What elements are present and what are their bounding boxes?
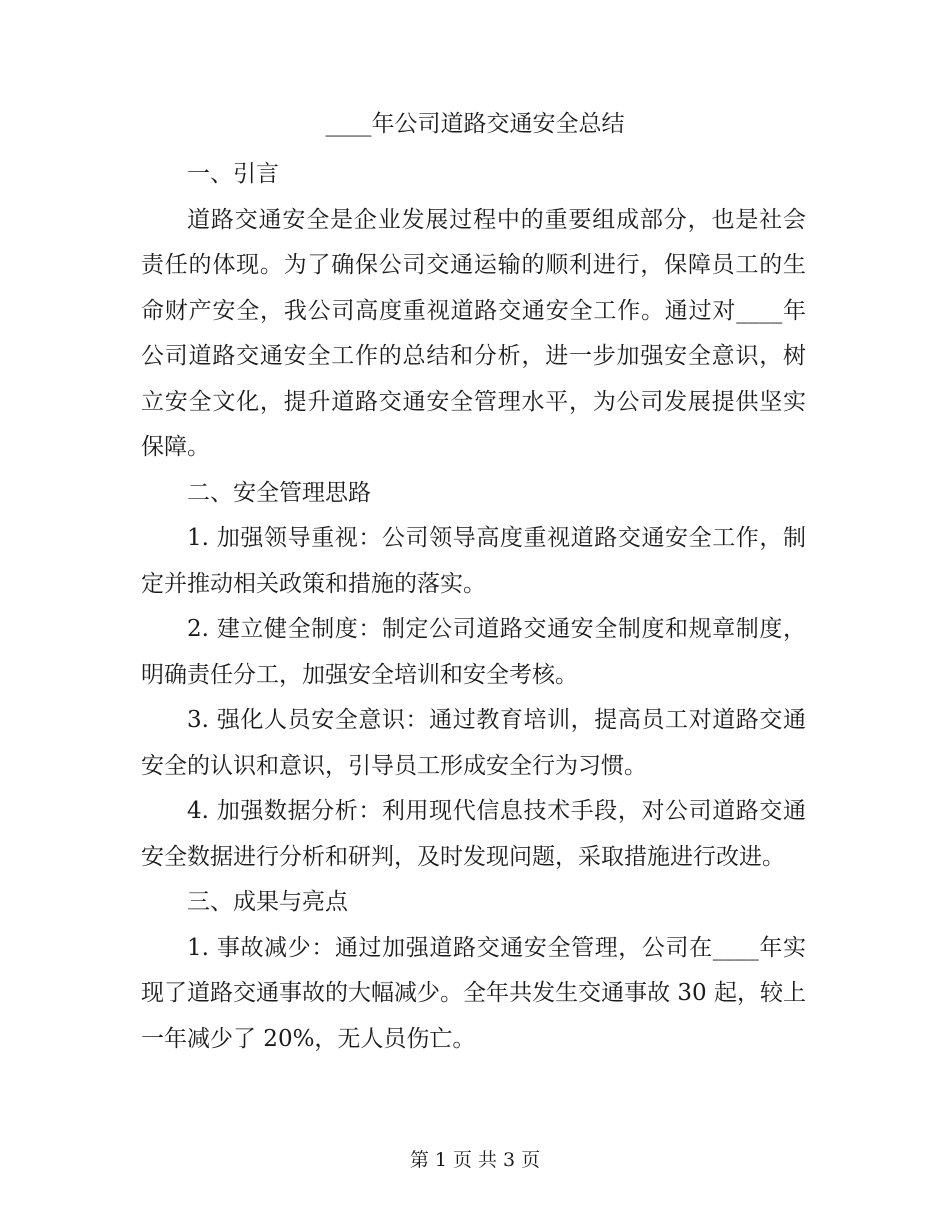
section-heading-achievements: 三、成果与亮点 [187,889,348,915]
page-number-footer: 第 1 页 共 3 页 [409,1149,541,1171]
section-heading-management-approach: 二、安全管理思路 [187,479,371,506]
paragraph-introduction: 道路交通安全是企业发展过程中的重要组成部分，也是社会责任的体现。为了确保公司交通运输的顺利进行，保障员工的生命财产安全，我公司高度重视道路交通安全工作。通过对____年公司道路交通安全工作的总结和分析，进一步加强安全意识，树立安全文化，提升道路交通安全管理水平，为公司发展提供坚实保障。 [141,206,806,460]
list-item-data-analysis: 4. 加强数据分析：利用现代信息技术手段，对公司道路交通安全数据进行分析和研判，及时发现问题，采取措施进行改进。 [141,798,806,870]
list-item-awareness: 3. 强化人员安全意识：通过教育培训，提高员工对道路交通安全的认识和意识，引导员工形成安全行为习惯。 [141,707,806,779]
list-item-system: 2. 建立健全制度：制定公司道路交通安全制度和规章制度，明确责任分工，加强安全培训和安全考核。 [141,616,806,688]
document-body [141,152,806,1062]
list-item-accident-reduction: 1. 事故减少：通过加强道路交通安全管理，公司在____年实现了道路交通事故的大幅减少。全年共发生交通事故 30 起，较上一年减少了 20%，无人员伤亡。 [141,934,806,1052]
section-heading-introduction: 一、引言 [187,161,279,187]
list-item-leadership: 1. 加强领导重视：公司领导高度重视道路交通安全工作，制定并推动相关政策和措施的落实。 [141,525,806,597]
document-title: ____年公司道路交通安全总结 [325,111,625,137]
